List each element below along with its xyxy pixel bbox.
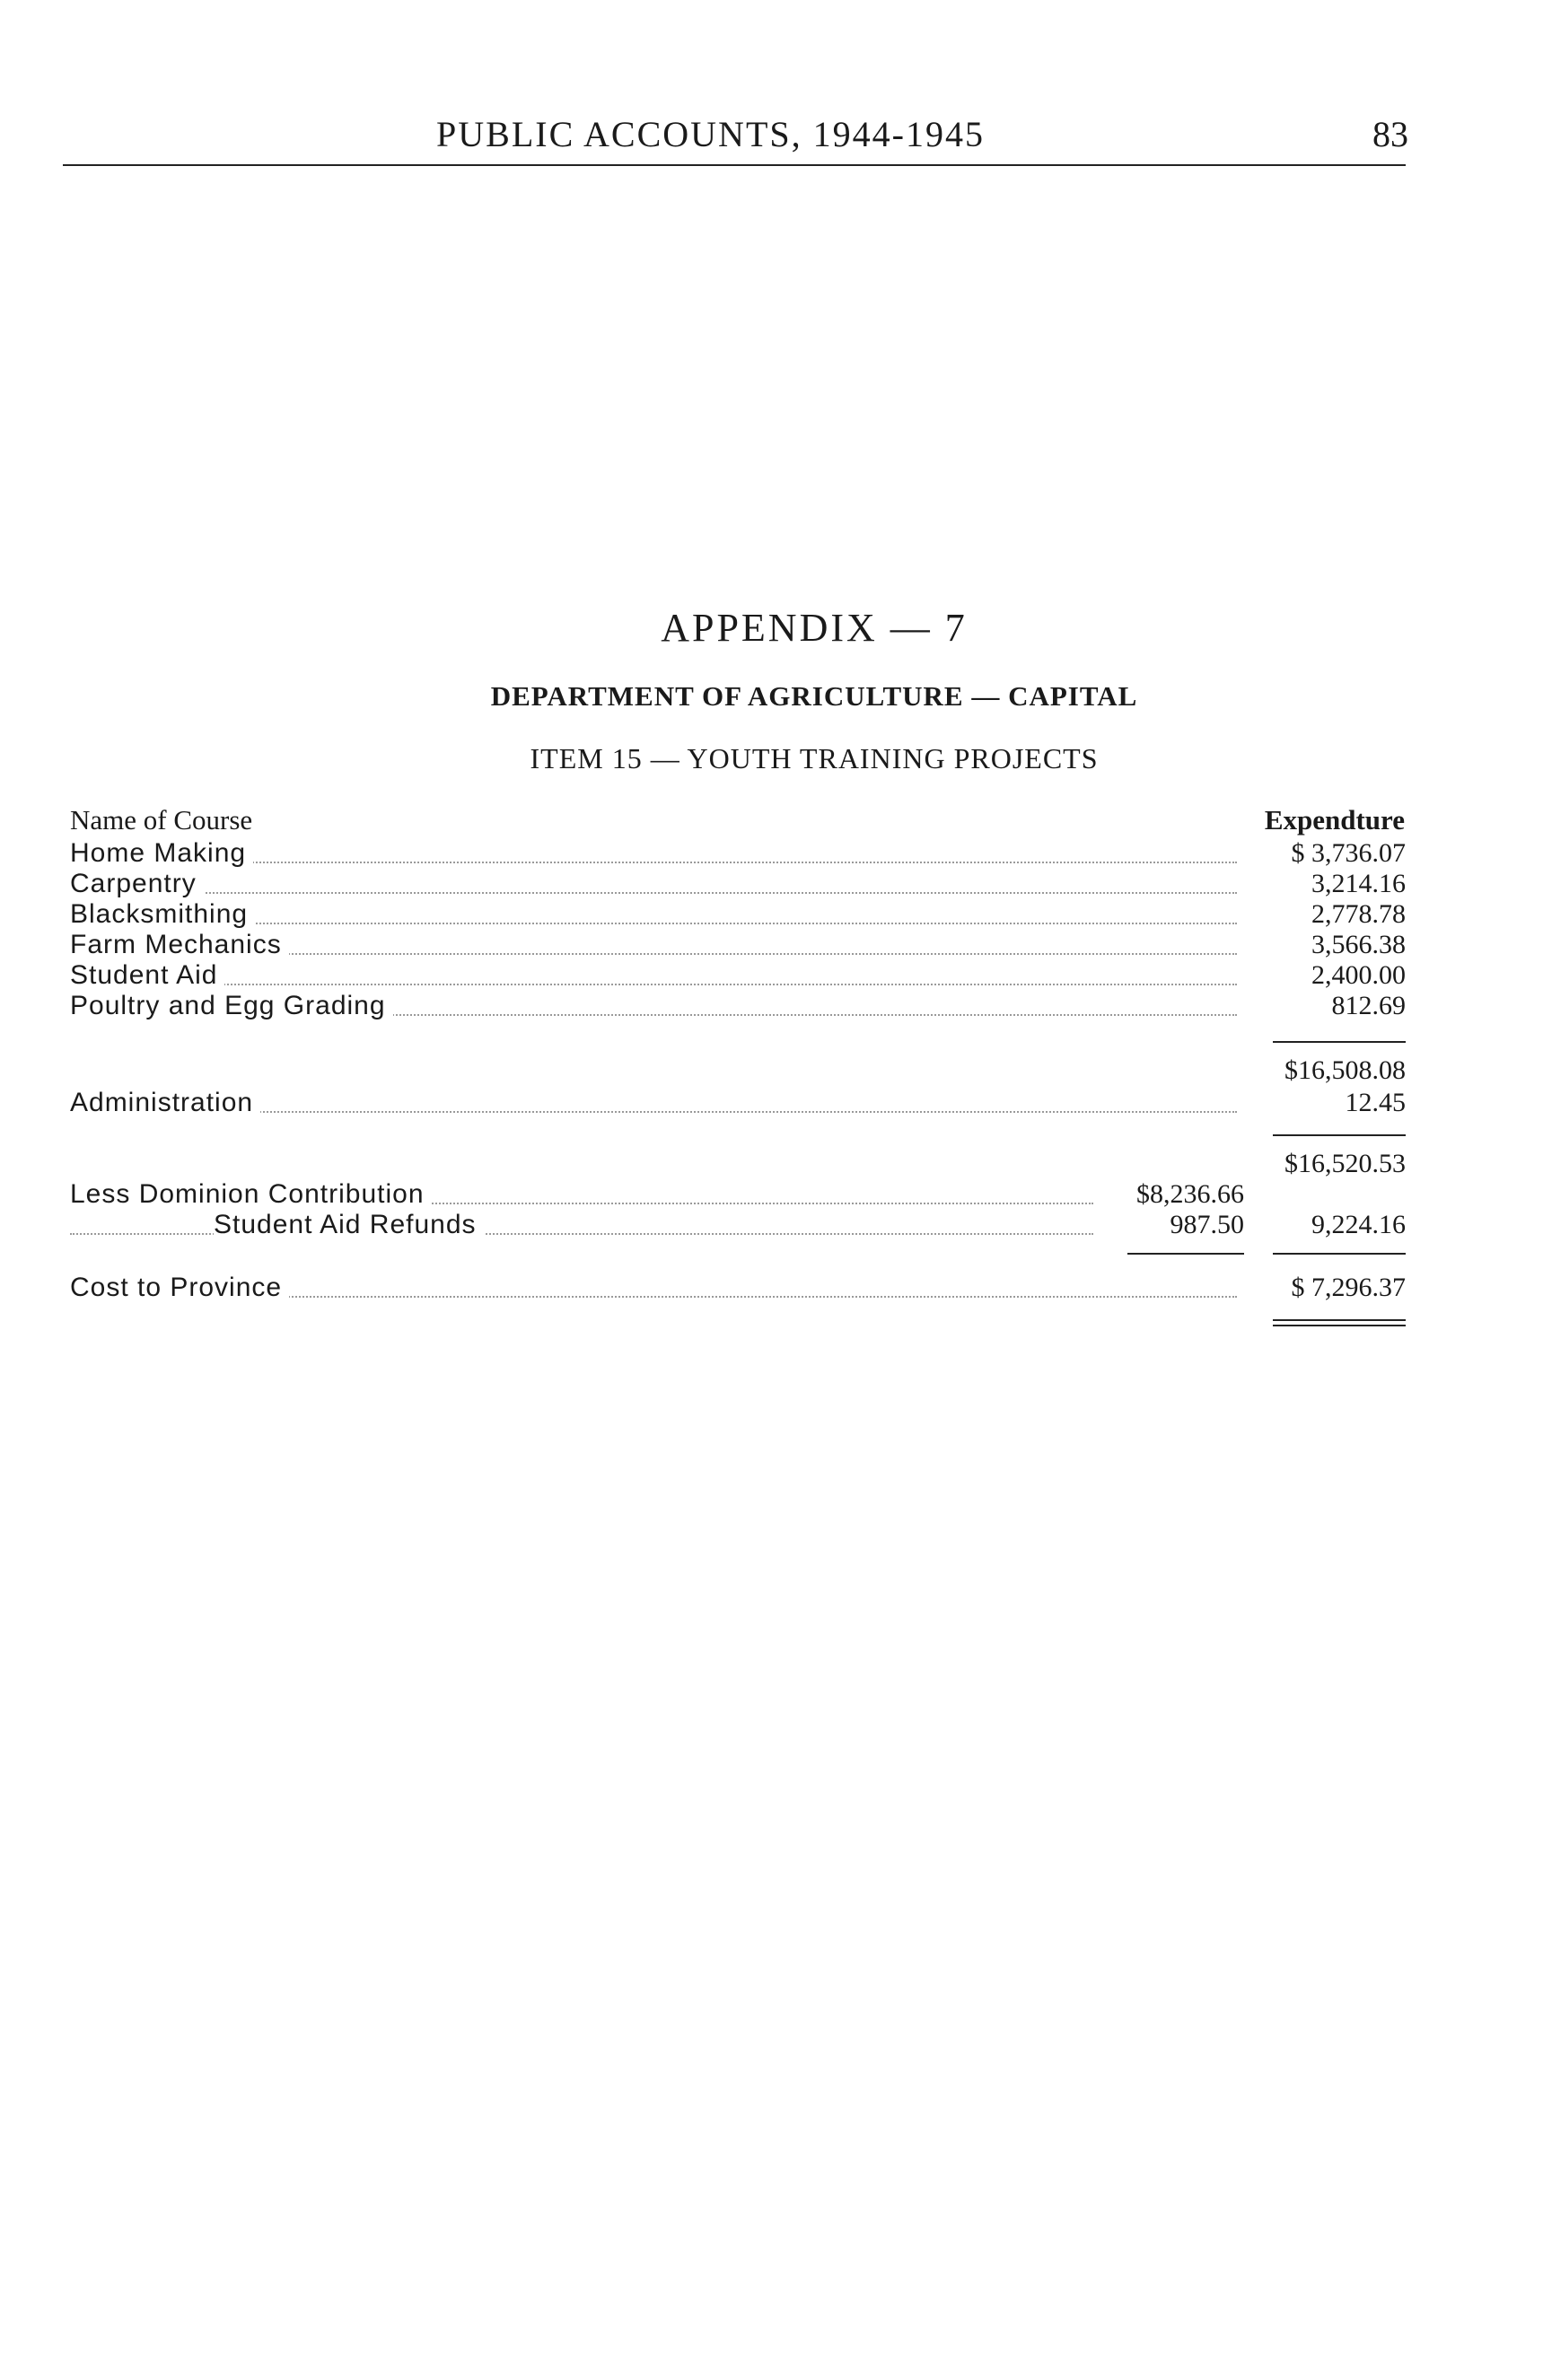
course-amount: 812.69 <box>1331 991 1406 1020</box>
table-row <box>70 960 1406 993</box>
cost-to-province-amount: $ 7,296.37 <box>1291 1273 1406 1302</box>
student-aid-refunds-label: Student Aid Refunds <box>214 1210 484 1240</box>
table-row <box>70 991 1406 1023</box>
table-row <box>70 1179 1406 1212</box>
table-row <box>70 838 1406 871</box>
column-header-expenditure: Expendture <box>1264 804 1405 836</box>
total-row <box>70 1149 1406 1181</box>
course-amount: 2,778.78 <box>1311 899 1406 929</box>
subtotal-row <box>70 1055 1406 1088</box>
dominion-contribution-label: Less Dominion Contribution <box>70 1179 432 1210</box>
dot-leader <box>70 892 1237 894</box>
running-head-title: PUBLIC ACCOUNTS, 1944-1945 <box>436 114 985 154</box>
course-name: Poultry and Egg Grading <box>70 991 393 1021</box>
item-heading: ITEM 15 — YOUTH TRAINING PROJECTS <box>530 742 1099 774</box>
table-row <box>70 899 1406 932</box>
less-total-amount: 9,224.16 <box>1311 1210 1406 1239</box>
final-rule-1 <box>1273 1319 1406 1321</box>
student-aid-refunds-amount: 987.50 <box>1170 1210 1244 1239</box>
course-amount: $ 3,736.07 <box>1291 838 1406 868</box>
course-amount: 3,214.16 <box>1311 869 1406 898</box>
course-name: Carpentry <box>70 869 204 899</box>
course-name: Farm Mechanics <box>70 930 289 960</box>
department-heading: DEPARTMENT OF AGRICULTURE — CAPITAL <box>490 680 1138 712</box>
subtotal-amount: $16,508.08 <box>1284 1055 1406 1085</box>
page-number: 83 <box>1372 114 1408 154</box>
administration-label: Administration <box>70 1088 260 1118</box>
less-rule <box>1127 1253 1244 1255</box>
header-rule <box>63 164 1406 166</box>
course-name: Blacksmithing <box>70 899 255 930</box>
column-header-name: Name of Course <box>70 804 253 836</box>
cost-to-province-label: Cost to Province <box>70 1273 289 1303</box>
course-amount: 3,566.38 <box>1311 930 1406 959</box>
subtotal-rule <box>1273 1041 1406 1043</box>
appendix-title: APPENDIX — 7 <box>661 606 968 650</box>
administration-amount: 12.45 <box>1345 1088 1406 1117</box>
dot-leader <box>70 984 1237 985</box>
running-head <box>0 113 1543 167</box>
course-name: Home Making <box>70 838 253 869</box>
course-amount: 2,400.00 <box>1311 960 1406 990</box>
table-row <box>70 869 1406 901</box>
final-rule-2 <box>1273 1325 1406 1326</box>
table-row <box>70 1273 1406 1305</box>
course-name: Student Aid <box>70 960 224 991</box>
total-rule <box>1273 1134 1406 1136</box>
less-total-rule <box>1273 1253 1406 1255</box>
table-row <box>70 1210 1406 1242</box>
table-row <box>70 1088 1406 1120</box>
total-amount: $16,520.53 <box>1284 1149 1406 1178</box>
table-row <box>70 930 1406 962</box>
dominion-contribution-amount: $8,236.66 <box>1136 1179 1244 1209</box>
